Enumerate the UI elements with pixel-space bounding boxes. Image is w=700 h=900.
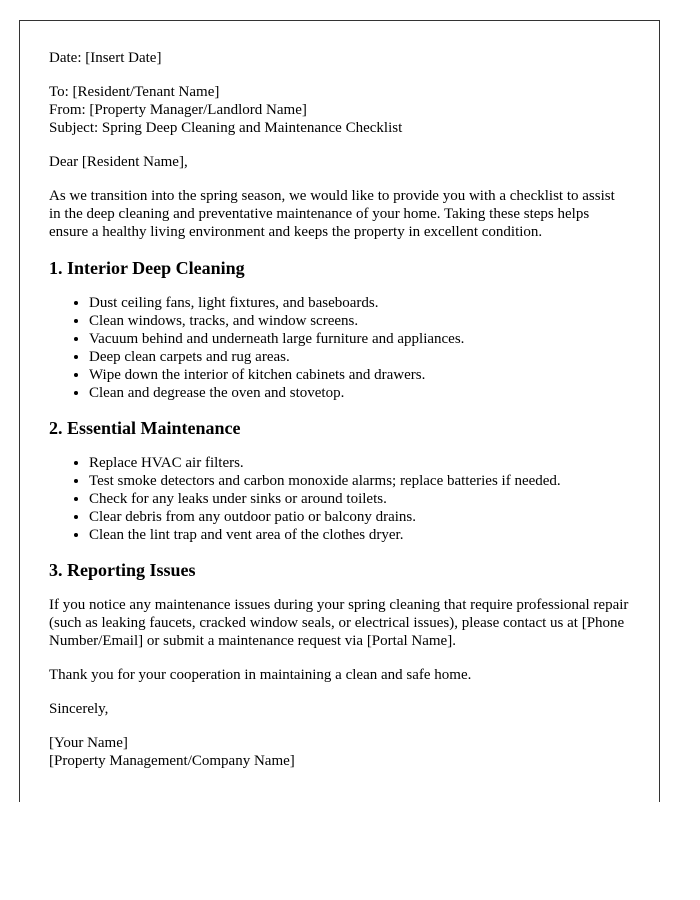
letter-to: To: [Resident/Tenant Name] [49, 84, 220, 100]
signature-company: [Property Management/Company Name] [49, 753, 295, 769]
list-item: • Clean and degrease the oven and stovetop. [89, 384, 629, 402]
signature-block [49, 734, 629, 770]
list-item: • Replace HVAC air filters. [89, 454, 629, 472]
section-heading-reporting-issues: 3. Reporting Issues [49, 560, 196, 580]
list-item: • Test smoke detectors and carbon monoxide alarms; replace batteries if needed. [89, 472, 629, 490]
list-item: • Dust ceiling fans, light fixtures, and baseboards. [89, 294, 629, 312]
signature-name: [Your Name] [49, 735, 128, 751]
list-item: • Vacuum behind and underneath large furniture and appliances. [89, 330, 629, 348]
list-item: • Check for any leaks under sinks or around toilets. [89, 490, 629, 508]
list-item: • Wipe down the interior of kitchen cabinets and drawers. [89, 366, 629, 384]
letter-subject: Subject: Spring Deep Cleaning and Maintenance Checklist [49, 120, 403, 136]
letter-date: Date: [Insert Date] [49, 50, 162, 66]
list-item: • Clean windows, tracks, and window screens. [89, 312, 629, 330]
list-item: • Clean the lint trap and vent area of the clothes dryer. [89, 526, 629, 544]
section-heading-interior-cleaning: 1. Interior Deep Cleaning [49, 258, 245, 278]
letter-page [19, 20, 660, 802]
list-item: • Clear debris from any outdoor patio or balcony drains. [89, 508, 629, 526]
letter-intro: As we transition into the spring season, we would like to provide you with a checklist to assist in the deep cleaning and preventative maintenance of your home. Taking these steps helps ensure a healthy living environment and keeps the property in excellent condition. [49, 188, 615, 240]
interior-cleaning-list [49, 294, 629, 402]
letter-closing: Sincerely, [49, 701, 109, 717]
section-heading-essential-maintenance: 2. Essential Maintenance [49, 418, 241, 438]
letter-salutation: Dear [Resident Name], [49, 154, 188, 170]
letter-thanks: Thank you for your cooperation in maintaining a clean and safe home. [49, 667, 472, 683]
letter-from: From: [Property Manager/Landlord Name] [49, 102, 307, 118]
reporting-issues-body: If you notice any maintenance issues during your spring cleaning that require professional repair (such as leaking faucets, cracked window seals, or electrical issues), please contact us at [Phone Number/Email] or submit a maintenance request via [Portal Name]. [49, 597, 629, 649]
list-item: • Deep clean carpets and rug areas. [89, 348, 629, 366]
essential-maintenance-list [49, 454, 629, 544]
letter-header-block [49, 83, 629, 137]
